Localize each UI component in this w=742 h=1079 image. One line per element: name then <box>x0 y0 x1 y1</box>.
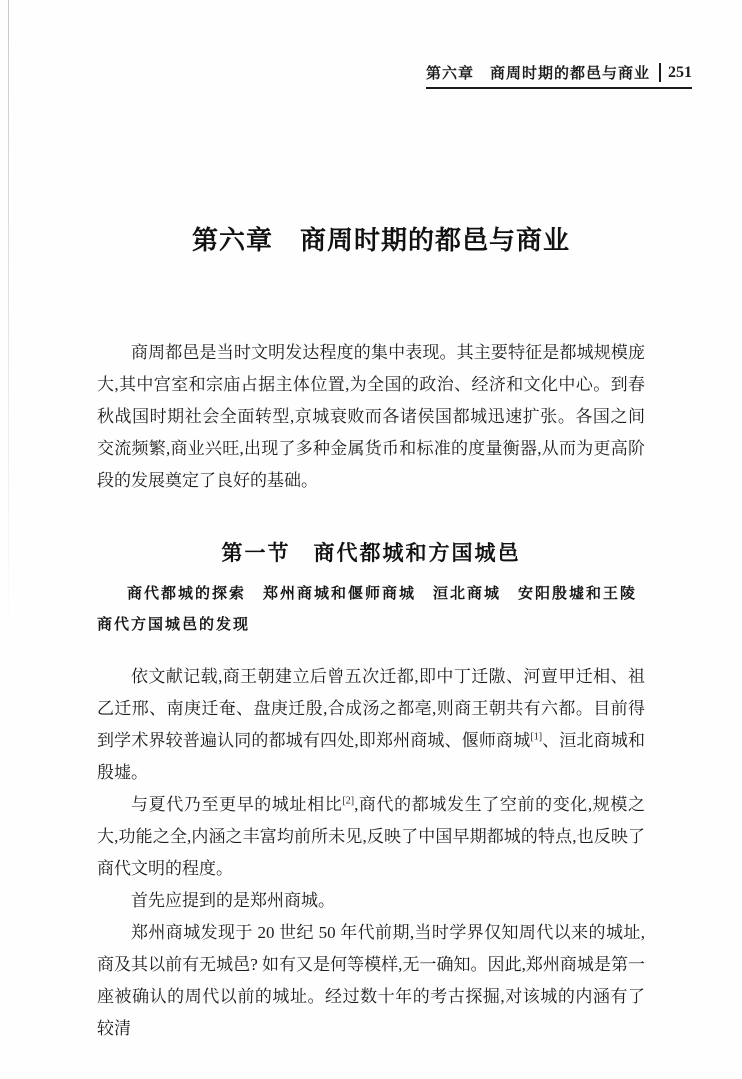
footnote-marker: [1] <box>530 731 543 743</box>
body-text <box>97 661 645 1045</box>
section-title: 第一节 商代都城和方国城邑 <box>221 542 521 566</box>
paragraph: 依文献记载,商王朝建立后曾五次迁都,即中丁迁隞、河亶甲迁相、祖乙迁邢、南庚迁奄、盘庚迁殷,合成汤之都亳,则商王朝共有六都。目前得到学术界较普遍认同的都城有四处,即郑州商城、偃师商城[1]、洹北商城和殷墟。 <box>97 667 645 782</box>
paragraph: 与夏代乃至更早的城址相比[2],商代的都城发生了空前的变化,规模之大,功能之全,内涵之丰富均前所未见,反映了中国早期都城的特点,也反映了商代文明的程度。 <box>97 795 646 878</box>
intro-paragraph: 商周都邑是当时文明发达程度的集中表现。其主要特征是都城规模庞大,其中宫室和宗庙占据主体位置,为全国的政治、经济和文化中心。到春秋战国时期社会全面转型,京城衰败而各诸侯国都城迅速扩张。各国之间交流频繁,商业兴旺,出现了多种金属货币和标准的度量衡器,从而为更高阶段的发展奠定了良好的基础。 <box>97 343 645 490</box>
paragraph: 首先应提到的是郑州商城。 <box>131 891 335 910</box>
page-number: 251 <box>668 63 692 81</box>
chapter-title: 第六章 商周时期的都邑与商业 <box>191 225 570 256</box>
paragraph: 郑州商城发现于 20 世纪 50 年代前期,当时学界仅知周代以来的城址,商及其以前有无城邑? 如有又是何等模样,无一确知。因此,郑州商城是第一座被确认的周代以前的城址。经过数十年的考古探掘,对该城的内涵有了较清 <box>97 923 645 1038</box>
footnote-marker: [2] <box>342 795 355 807</box>
keywords-line-2: 商代方国城邑的发现 <box>97 616 251 633</box>
keywords-line-1: 商代都城的探索 郑州商城和偃师商城 洹北商城 安阳殷墟和王陵 <box>127 585 638 602</box>
running-head-divider <box>659 63 661 82</box>
section-keywords <box>97 578 645 640</box>
running-head-chapter: 第六章 商周时期的都邑与商业 <box>425 65 650 82</box>
running-head <box>426 62 692 89</box>
